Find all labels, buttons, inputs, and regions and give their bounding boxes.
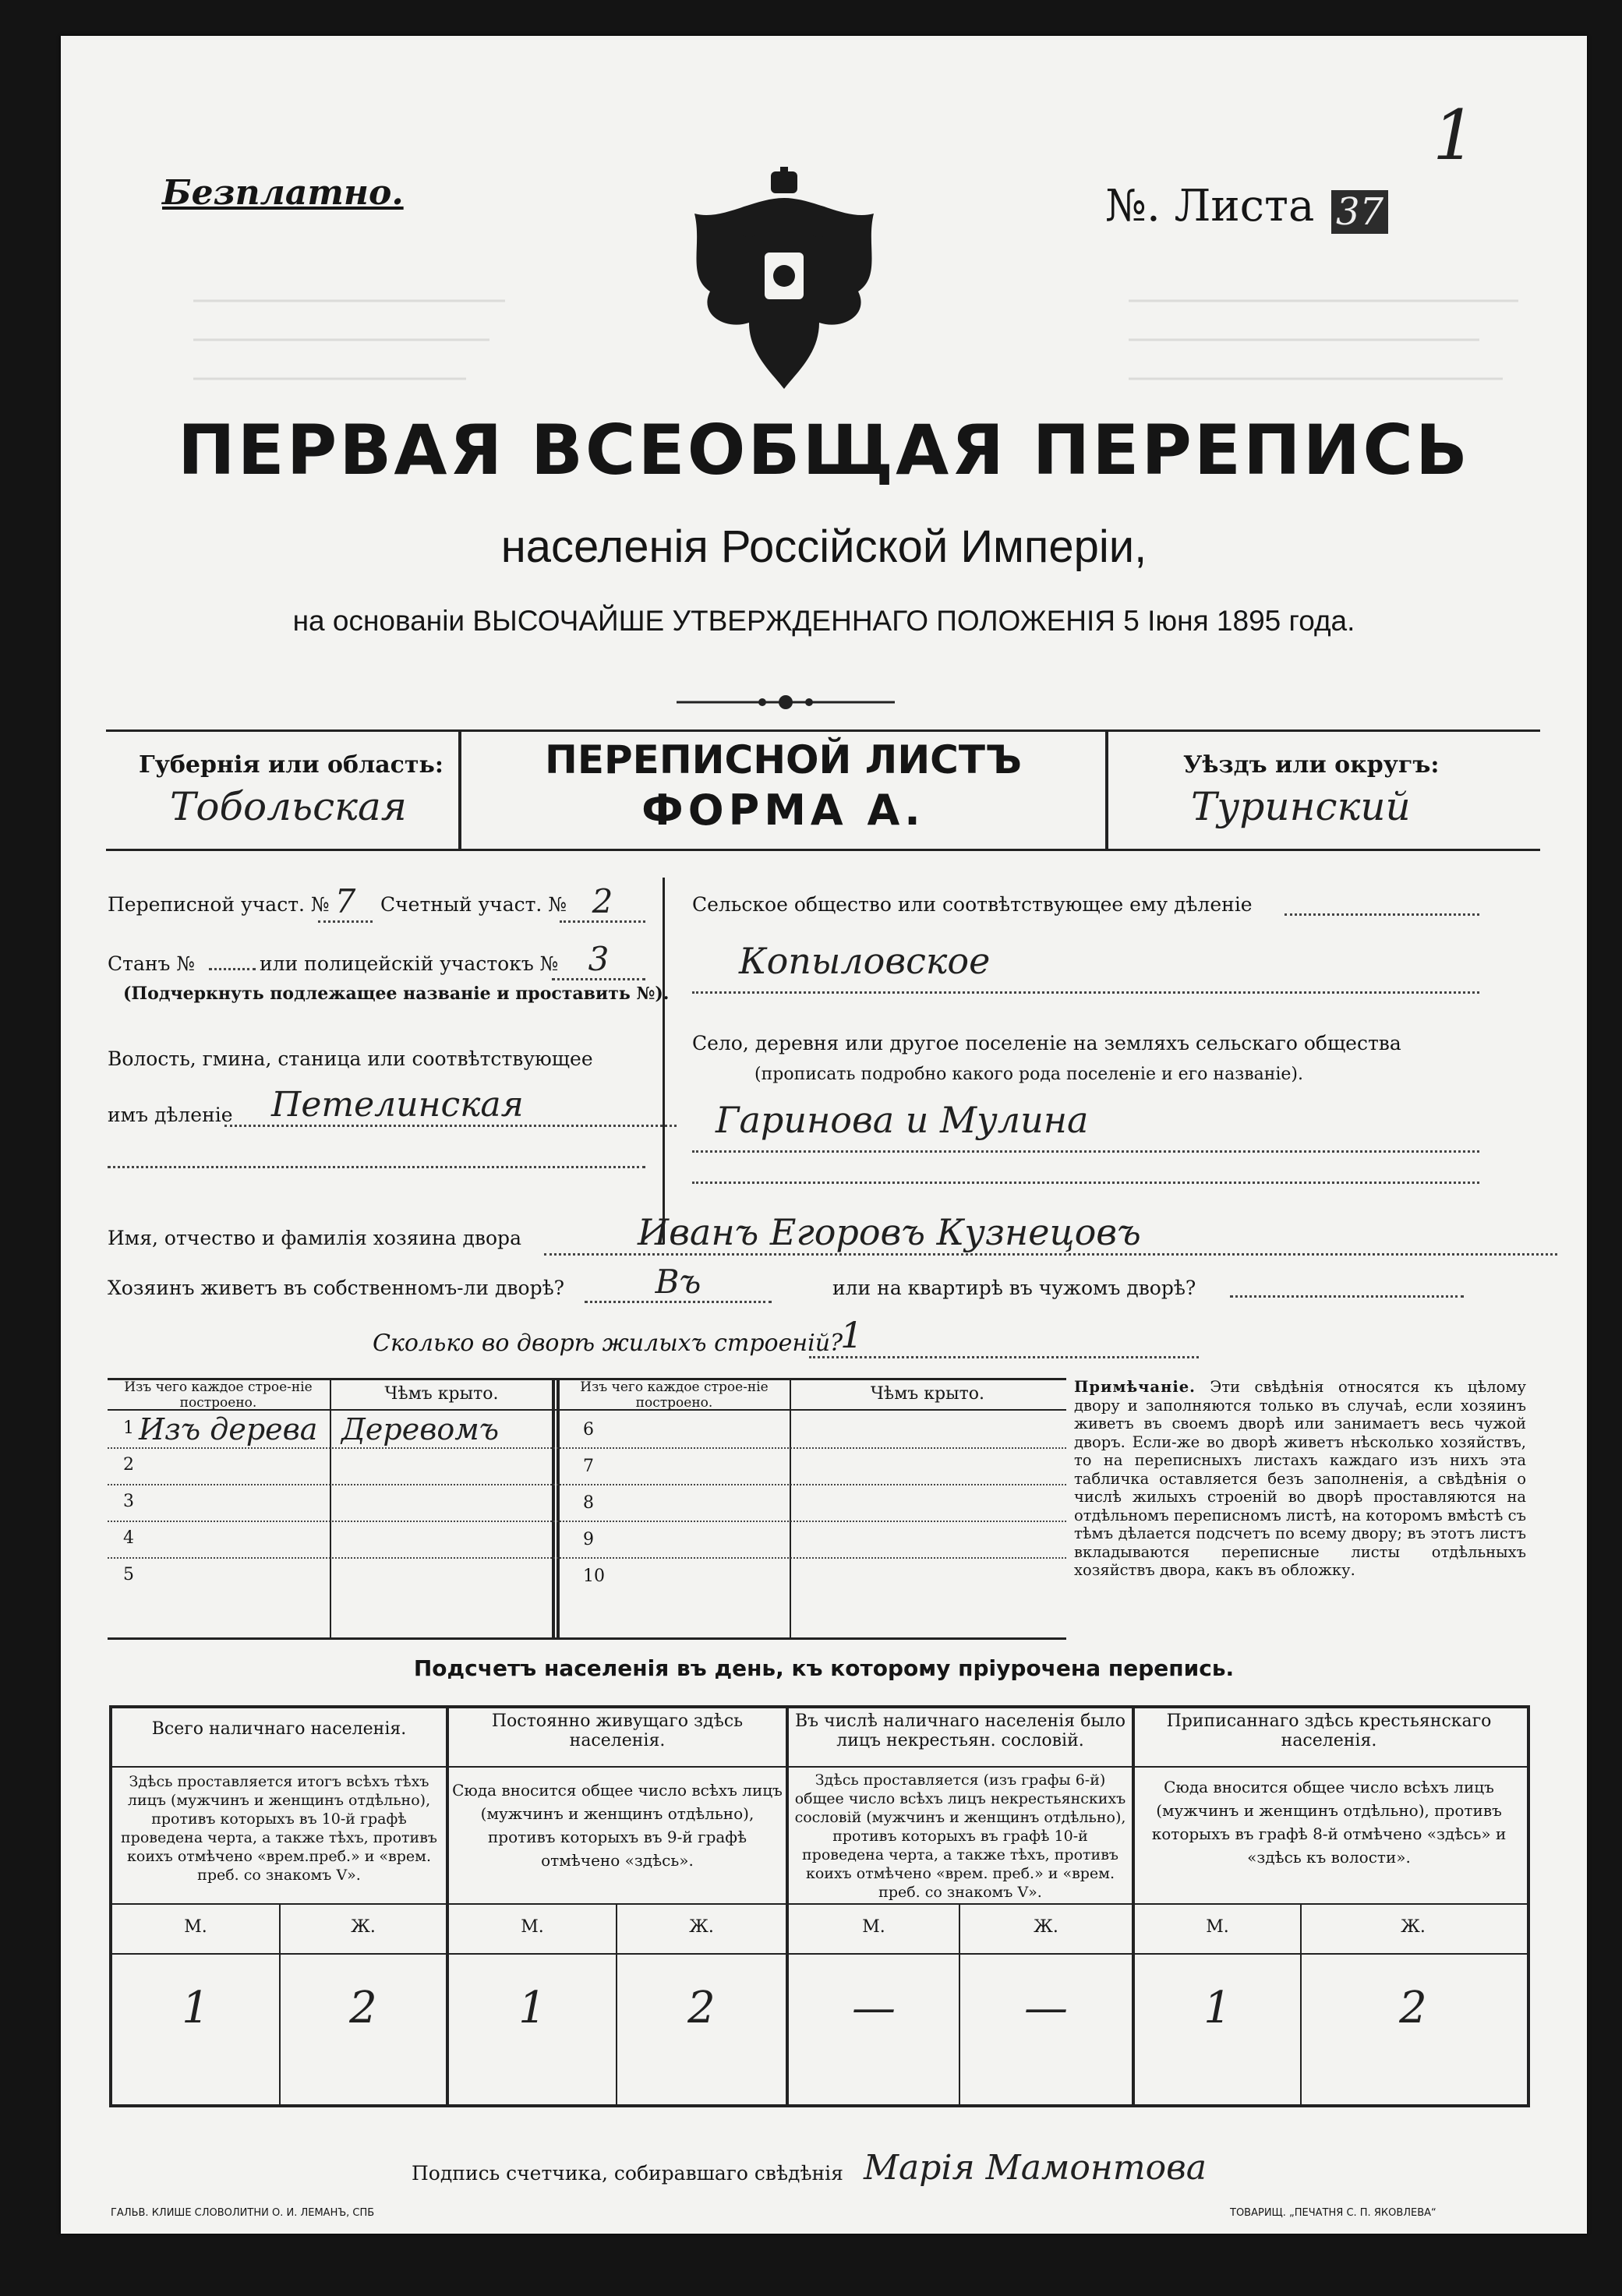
society-line-1 [1285, 913, 1479, 916]
divider-ornament [677, 691, 895, 714]
count-col3-m-label: М. [862, 1917, 885, 1937]
col-material-right: Изъ чего каждое строе-ніе построено. [580, 1379, 769, 1411]
count-col1-f-label: Ж. [351, 1917, 376, 1937]
police-label: или полицейскій участокъ № [260, 952, 559, 975]
row-divider [108, 1447, 1066, 1449]
sheet-number-value: 37 [1331, 190, 1388, 234]
row-divider [108, 1521, 1066, 1522]
village-value: Гаринова и Мулина [716, 1099, 1089, 1141]
building-row: 9 [583, 1530, 594, 1549]
province-value: Тобольская [170, 784, 407, 829]
count-col2-f-label: Ж. [689, 1917, 714, 1937]
building-row: 3 [123, 1492, 134, 1511]
count-col4-f-value: 2 [1399, 1983, 1427, 2033]
building-row: 2 [123, 1455, 134, 1475]
count-district-label: Счетный участ. № [380, 893, 567, 916]
society-line-2 [692, 991, 1479, 994]
sheet-number-label: №. Листа [1105, 181, 1315, 231]
underline-note: (Подчеркнуть подлежащее названіе и проставить №). [123, 984, 670, 1004]
count-col4-m-label: М. [1206, 1917, 1229, 1937]
count-col3-f-value: — [1024, 1983, 1068, 2033]
note-title: Примѣчаніе. [1074, 1378, 1196, 1396]
police-value: 3 [552, 940, 645, 980]
footer-right: ТОВАРИЩ. „ПЕЧАТНЯ С. П. ЯКОВЛЕВА“ [1230, 2207, 1436, 2219]
stan-value-line [209, 968, 256, 970]
district-value: Туринский [1191, 784, 1411, 829]
title-basis: на основаніи ВЫСОЧАЙШЕ УТВЕРЖДЕННАГО ПОЛОЖЕНІЯ 5 Іюня 1895 года. [292, 605, 1355, 637]
count-col1-desc: Здѣсь проставляется итогъ всѣхъ тѣхъ лицъ (мужчинъ и женщинъ отдѣльно), противъ которыхъ въ 10-й графѣ проведена черта, а также тѣхъ, противъ коихъ отмѣчено «врем.преб.» и «врем. преб. со знакомъ V». [121, 1773, 437, 1884]
stan-label: Станъ № [108, 952, 196, 975]
building-row: 8 [583, 1493, 594, 1513]
col-material-left: Изъ чего каждое строе-ніе построено. [124, 1379, 313, 1411]
row-divider [108, 1557, 1066, 1559]
footer-left: ГАЛЬВ. КЛИШЕ СЛОВОЛИТНИ О. И. ЛЕМАНЪ, СПБ [111, 2207, 375, 2219]
count-col2-m-value: 1 [518, 1983, 546, 2033]
owner-name-label: Имя, отчество и фамилія хозяина двора [108, 1227, 521, 1249]
building-roof: Деревомъ [341, 1412, 500, 1446]
count-col3-desc: Здѣсь проставляется (изъ графы 6-й) общее число всѣхъ лицъ некрестьянскихъ сословій (мужчинъ и женщинъ отдѣльно), противъ которыхъ въ графѣ 10-й проведена черта, а также тѣхъ, противъ коихъ отмѣчено «врем. преб.» и «врем. преб. со знакомъ V». [794, 1771, 1126, 1901]
note-block [1074, 1378, 1526, 1580]
building-row: 5 [123, 1565, 134, 1584]
title-main: ПЕРВАЯ ВСЕОБЩАЯ ПЕРЕПИСЬ [178, 410, 1470, 490]
buildings-rows-left [108, 1412, 552, 1595]
village-note: (прописать подробно какого рода поселеніе и его названіе). [754, 1065, 1303, 1084]
volost-label: Волость, гмина, станица или соотвѣтствующее [108, 1047, 593, 1070]
buildings-label: Сколько во дворѣ жилыхъ строеній? [373, 1330, 843, 1357]
count-col4-m-value: 1 [1203, 1983, 1232, 2033]
signature-value: Марія Мамонтова [864, 2148, 1207, 2188]
count-col4-head: Приписаннаго здѣсь крестьянскаго населенія. [1166, 1711, 1492, 1750]
village-line-2 [692, 1182, 1479, 1184]
census-sheet [61, 36, 1587, 2234]
count-col1-f-value: 2 [349, 1983, 377, 2033]
count-col2-head: Постоянно живущаго здѣсь населенія. [491, 1711, 744, 1750]
free-label: Безплатно. [162, 173, 404, 213]
society-value: Копыловское [739, 940, 991, 982]
building-row: 10 [583, 1567, 605, 1586]
province-label: Губернія или область: [139, 751, 443, 779]
owner-own-value: Въ [585, 1263, 772, 1303]
page-number: 1 [1433, 95, 1476, 175]
building-row: 4 [123, 1528, 134, 1548]
owner-rent-label: или на квартирѣ въ чужомъ дворѣ? [832, 1277, 1196, 1299]
signature-label: Подпись счетчика, собиравшаго свѣдѣнія [412, 2162, 843, 2185]
count-col4-desc: Сюда вносится общее число всѣхъ лицъ (мужчинъ и женщинъ отдѣльно), противъ которыхъ въ графѣ 8-й отмѣчено «здѣсь» и «здѣсь къ волости». [1151, 1778, 1507, 1867]
count-col1-head: Всего наличнаго населенія. [151, 1719, 407, 1739]
count-col3-f-label: Ж. [1034, 1917, 1058, 1937]
building-row: 6 [583, 1420, 594, 1439]
col-roof-left: Чѣмъ крыто. [384, 1384, 499, 1404]
form-name: ФОРМА А. [641, 786, 925, 835]
building-row: 1 Изъ дерева Деревомъ [123, 1412, 500, 1446]
note-text: Эти свѣдѣнія относятся къ цѣлому двору и заполняются только въ случаѣ, если хозяинъ живетъ въ своемъ дворѣ или занимаетъ весь чужой дворъ. Если-же во дворѣ живетъ нѣсколько хозяйствъ, то на переписныхъ листахъ каждаго изъ нихъ эта табличка оставляется безъ заполненія, а свѣдѣнія о числѣ жилыхъ строеній во дворѣ проставляются на отдѣльномъ переписномъ листѣ, на которомъ вмѣстѣ съ тѣмъ дѣлается подсчетъ по всему двору; въ этотъ листъ вкладываются переписные листы отдѣльныхъ хозяйствъ двора, какъ въ обложку. [1074, 1378, 1526, 1579]
count-col1-m-value: 1 [182, 1983, 210, 2033]
census-district-value: 7 [318, 882, 373, 923]
title-sub: населенія Россійской Имперіи, [500, 521, 1147, 572]
col-roof-right: Чѣмъ крыто. [870, 1384, 985, 1404]
building-material: Изъ дерева [139, 1412, 318, 1446]
volost-value: Петелинская [224, 1085, 677, 1127]
owner-name-value: Иванъ Егоровъ Кузнецовъ [544, 1211, 1557, 1256]
district-label: Уѣздъ или округъ: [1183, 751, 1440, 779]
count-col2-m-label: М. [521, 1917, 544, 1937]
village-label: Село, деревня или другое поселеніе на земляхъ сельскаго общества [692, 1032, 1401, 1054]
buildings-value: 1 [809, 1314, 1199, 1358]
form-title: ПЕРЕПИСНОЙ ЛИСТЪ [545, 737, 1022, 782]
society-label: Сельское общество или соотвѣтствующее ему дѣленіе [692, 893, 1253, 916]
count-col4-f-label: Ж. [1401, 1917, 1426, 1937]
village-line-1 [692, 1150, 1479, 1153]
count-col1-m-label: М. [184, 1917, 207, 1937]
buildings-rows-right [560, 1412, 1066, 1595]
owner-own-label: Хозяинъ живетъ въ собственномъ-ли дворѣ? [108, 1277, 565, 1299]
count-col3-head: Въ числѣ наличнаго населенія было лицъ некрестьян. сословій. [794, 1711, 1126, 1750]
count-col2-f-value: 2 [687, 1983, 716, 2033]
row-divider [108, 1484, 1066, 1485]
census-district-label: Переписной участ. № [108, 893, 330, 916]
count-col3-m-value: — [852, 1983, 896, 2033]
volost-label-2: имъ дѣленіе [108, 1104, 233, 1126]
volost-extra-line [108, 1166, 645, 1168]
owner-rent-line [1230, 1295, 1464, 1298]
count-title: Подсчетъ населенія въ день, къ которому пріурочена перепись. [413, 1655, 1235, 1681]
building-row: 7 [583, 1457, 594, 1476]
count-col2-desc: Сюда вносится общее число всѣхъ лицъ (мужчинъ и женщинъ отдѣльно), противъ которыхъ въ 9-й графѣ отмѣчено «здѣсь». [452, 1781, 783, 1870]
count-district-value: 2 [560, 882, 645, 923]
